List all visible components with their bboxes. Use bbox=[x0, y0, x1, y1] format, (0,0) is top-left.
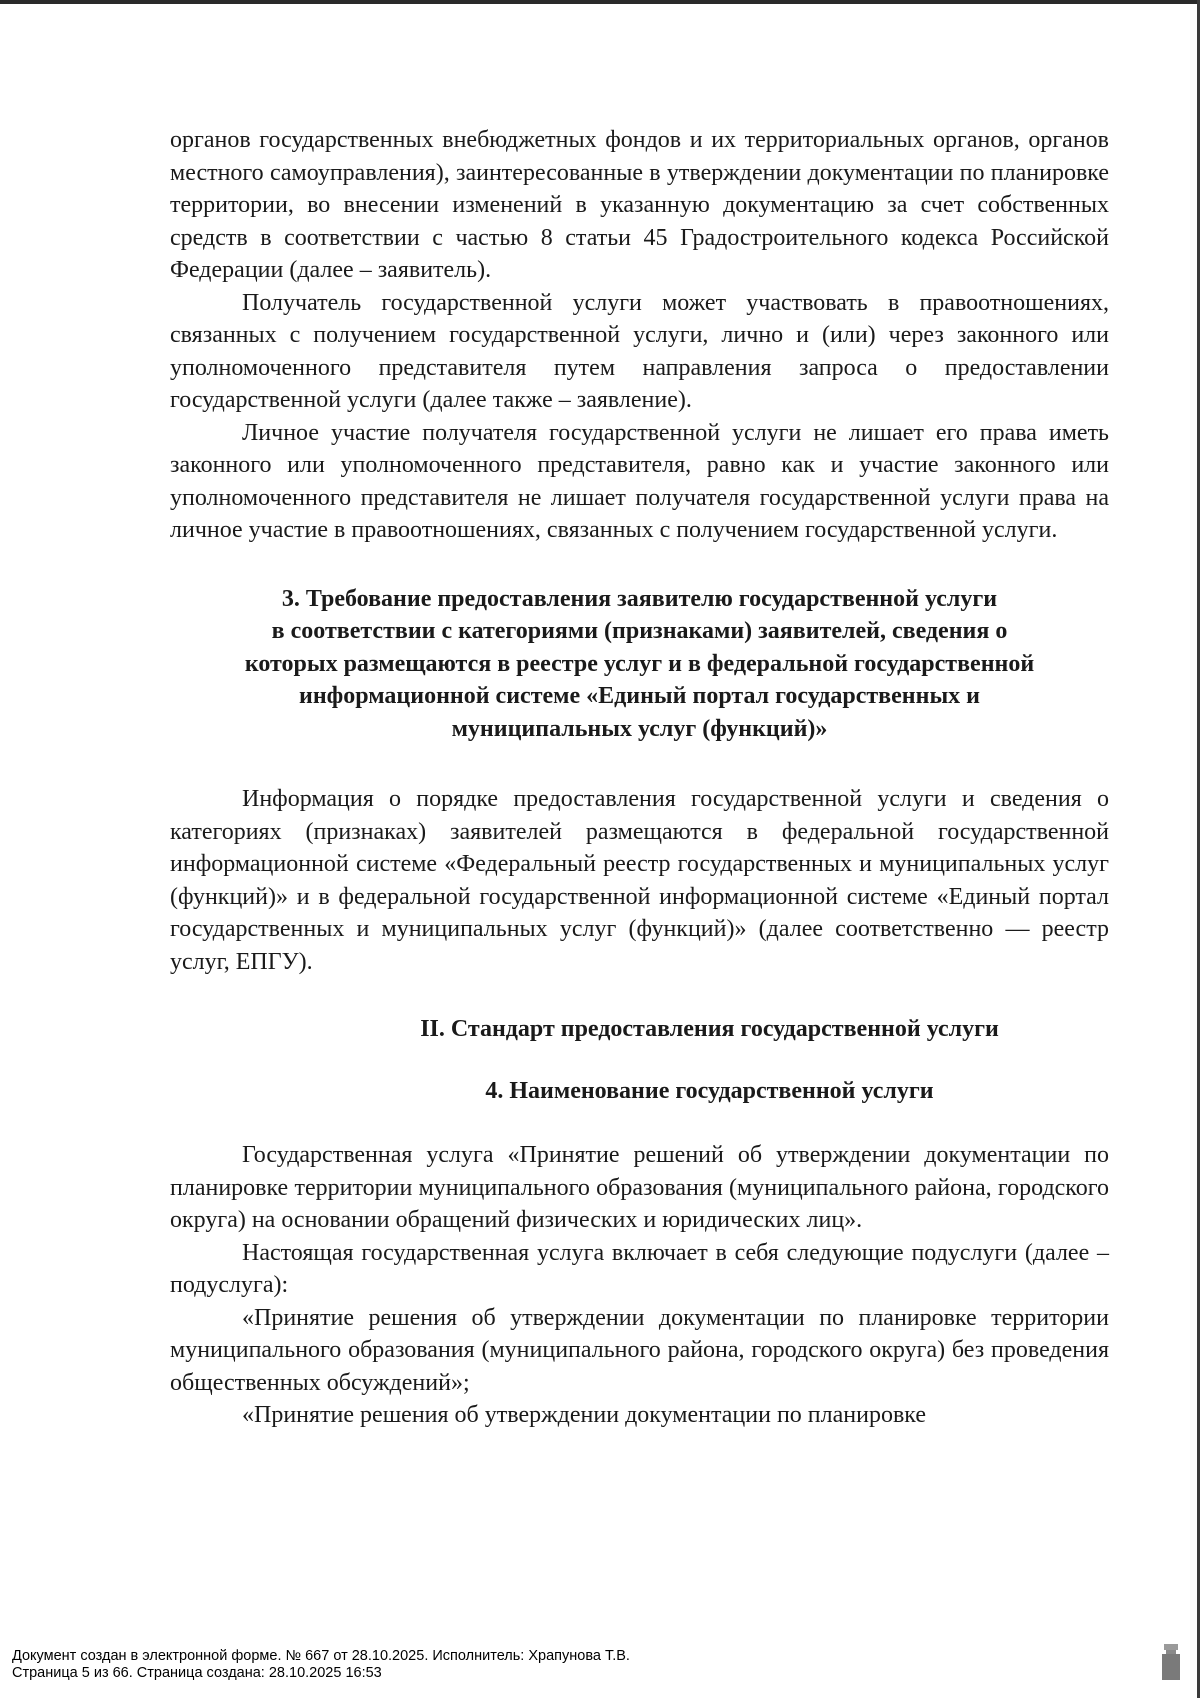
paragraph-service-name: Государственная услуга «Принятие решений об утверждении документации по планировке территории муниципального образования (муниципального района, городского округа) на основании обращений физических и юридических лиц». bbox=[170, 1142, 1109, 1233]
section-3-heading-line: которых размещаются в реестре услуг и в федеральной государственной bbox=[244, 650, 1035, 677]
section-ii-heading: II. Стандарт предоставления государственной услуги bbox=[420, 1016, 999, 1042]
paragraph-recipient-participation: Получатель государственной услуги может участвовать в правоотношениях, связанных с получением государственной услуги, лично и (или) через законного или уполномоченного представителя путем направления запроса о предоставлении государственной услуги (далее также – заявление). bbox=[170, 289, 1109, 413]
section-3-heading-line: муниципальных услуг (функций)» bbox=[451, 715, 828, 742]
scan-edge-top bbox=[0, 0, 1200, 4]
section-4-heading: 4. Наименование государственной услуги bbox=[485, 1077, 934, 1104]
document-stamp-icon bbox=[1160, 1640, 1182, 1682]
paragraph-registry-info: Информация о порядке предоставления государственной услуги и сведения о категориях (признаках) заявителей размещаются в федеральной государственной информационной системе «Федеральный реестр государственных и муниципальных услуг (функций)» и в федеральной государственной информационной системе «Единый портал государственных и муниципальных услуг (функций)» (далее соответственно — реестр услуг, ЕПГУ). bbox=[170, 786, 1109, 975]
footer-line-document-info: Документ создан в электронной форме. № 667 от 28.10.2025. Исполнитель: Храпунова Т.В. bbox=[12, 1648, 630, 1664]
section-3-heading-line: 3. Требование предоставления заявителю государственной услуги bbox=[281, 585, 998, 612]
paragraph-subservice-2: «Принятие решения об утверждении документации по планировке bbox=[242, 1402, 926, 1428]
paragraph-applicant-definition: органов государственных внебюджетных фондов и их территориальных органов, органов местного самоуправления), заинтересованные в утверждении документации по планировке территории, во внесении изменений в указанную документацию за счет собственных средств в соответствии с частью 8 статьи 45 Градостроительного кодекса Российской Федерации (далее – заявитель). bbox=[170, 127, 1109, 283]
document-footer bbox=[12, 1648, 1152, 1682]
paragraph-personal-participation: Личное участие получателя государственной услуги не лишает его права иметь законного или уполномоченного представителя, равно как и участие законного или уполномоченного представителя не лишает получателя государственной услуги права на личное участие в правоотношениях, связанных с получением государственной услуги. bbox=[170, 419, 1109, 543]
section-3-heading-line: в соответствии с категориями (признаками) заявителей, сведения о bbox=[271, 618, 1008, 644]
paragraph-subservices-intro: Настоящая государственная услуга включает в себя следующие подуслуги (далее – подуслуга): bbox=[170, 1239, 1109, 1298]
document-body bbox=[170, 124, 1109, 1432]
section-3-heading bbox=[170, 583, 1109, 746]
footer-line-page-info: Страница 5 из 66. Страница создана: 28.10.2025 16:53 bbox=[12, 1665, 382, 1681]
paragraph-subservice-1: «Принятие решения об утверждении документации по планировке территории муниципального образования (муниципального района, городского округа) без проведения общественных обсуждений»; bbox=[170, 1304, 1109, 1396]
section-3-heading-line: информационной системе «Единый портал государственных и bbox=[298, 683, 981, 709]
